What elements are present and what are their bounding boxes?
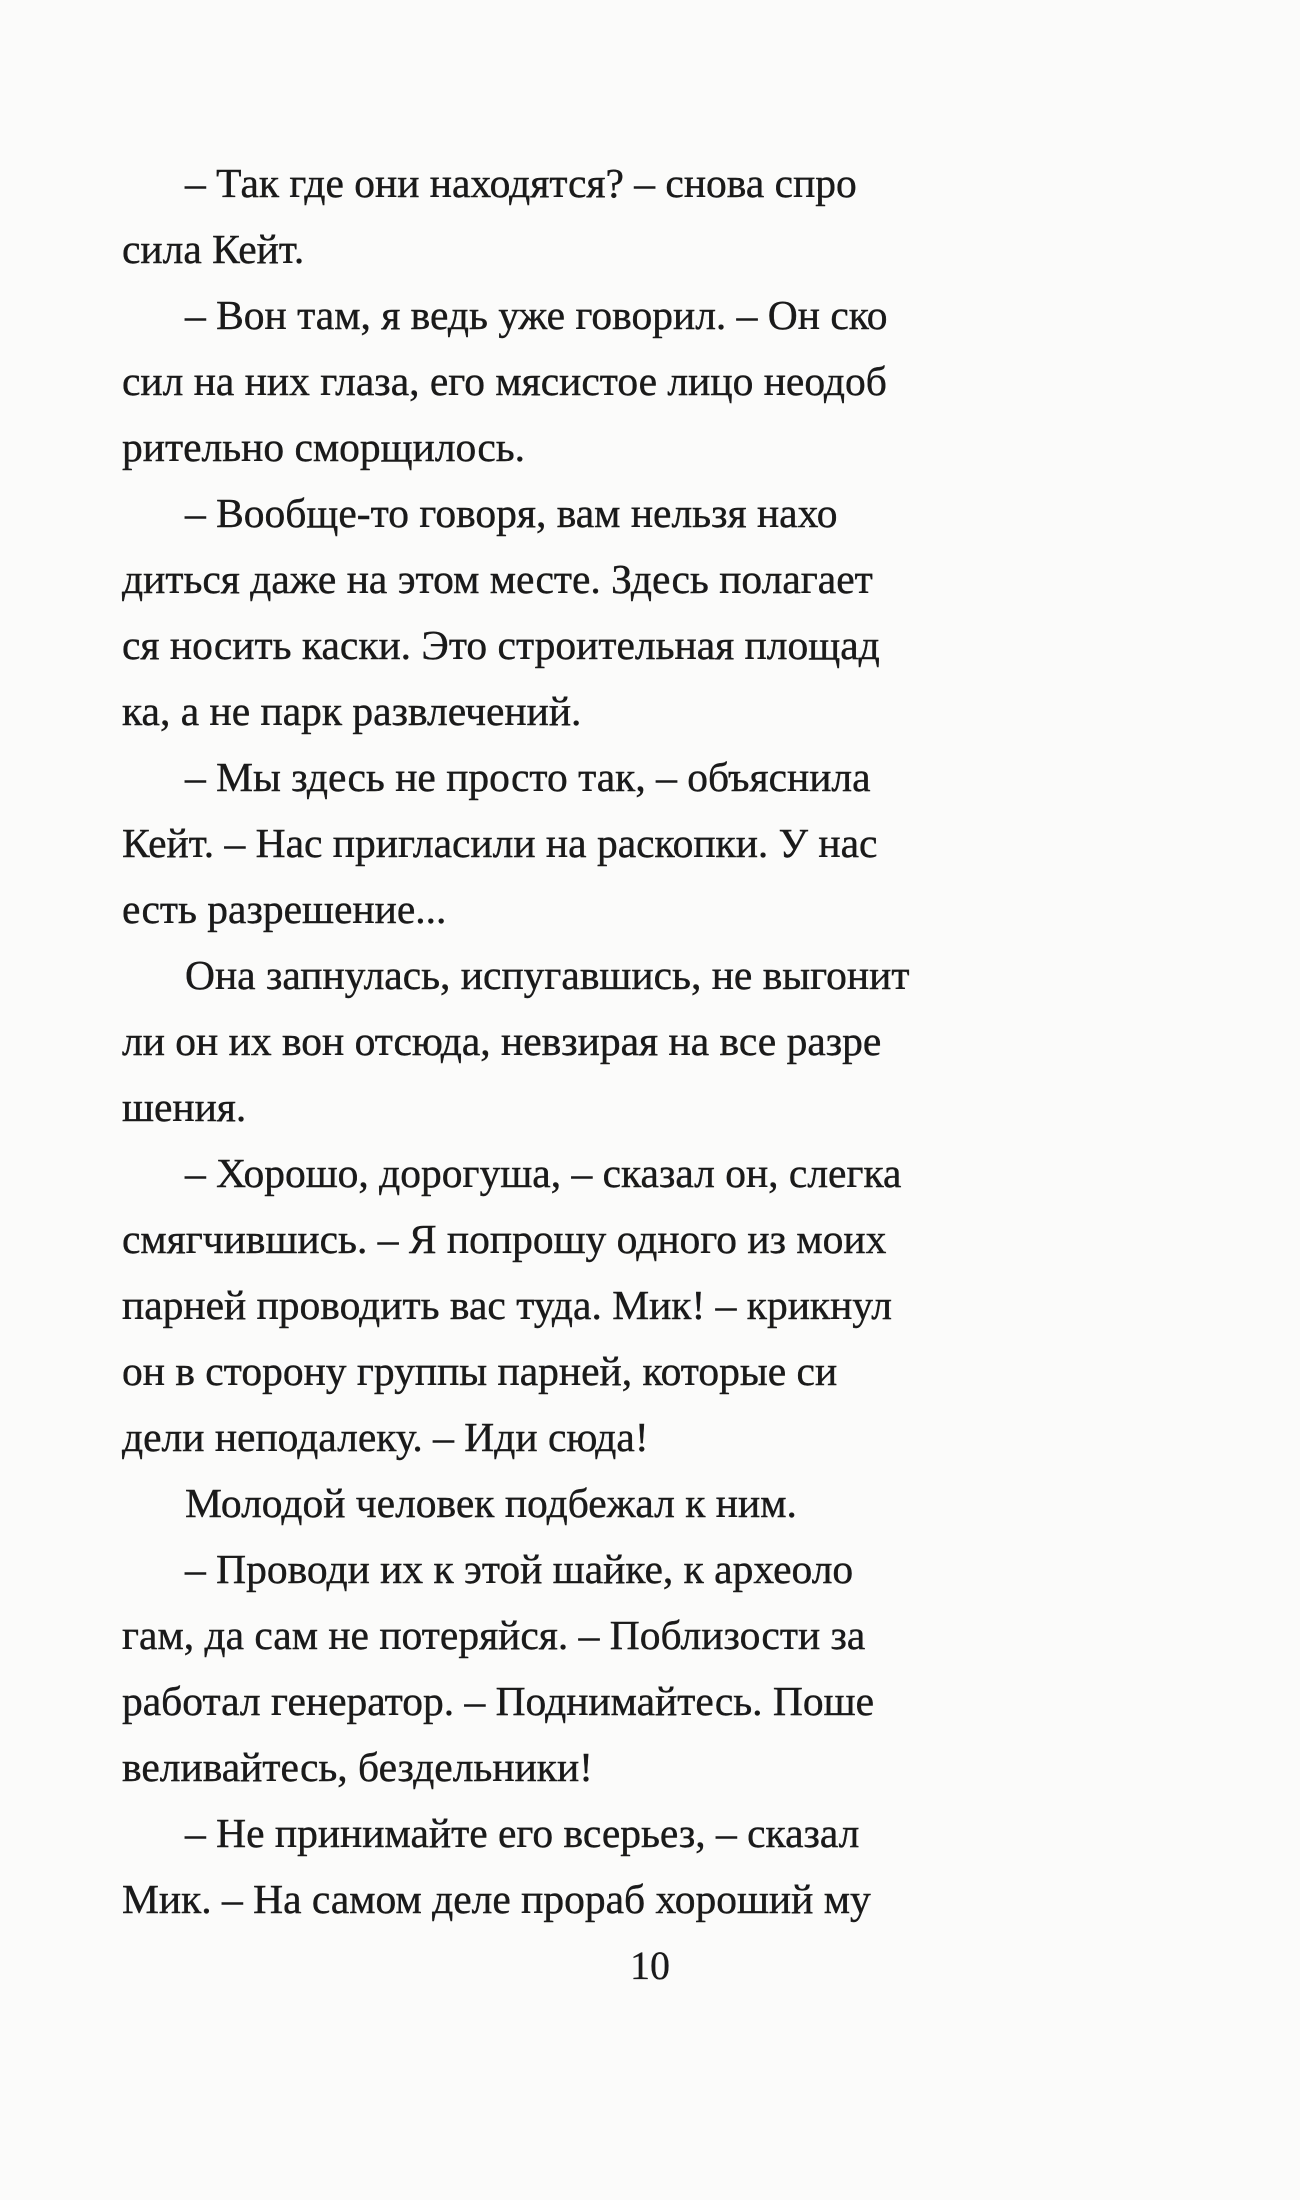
text-line: – Вон там, я ведь уже говорил. – Он ско: [185, 292, 888, 338]
text-line: – Хорошо, дорогуша, – сказал он, слегка: [185, 1150, 902, 1196]
text-line: веливайтесь, бездельники!: [122, 1744, 593, 1790]
page-number: 10: [630, 1943, 670, 1988]
text-line: рительно сморщилось.: [122, 424, 526, 470]
text-line: дели неподалеку. – Иди сюда!: [122, 1414, 649, 1460]
text-line: смягчившись. – Я попрошу одного из моих: [122, 1216, 887, 1262]
text-line: диться даже на этом месте. Здесь полагает: [122, 556, 873, 602]
text-line: – Так где они находятся? – снова спро: [185, 160, 857, 206]
text-line: – Проводи их к этой шайке, к археоло: [185, 1546, 854, 1592]
text-line: Она запнулась, испугавшись, не выгонит: [185, 952, 910, 998]
text-line: – Не принимайте его всерьез, – сказал: [185, 1810, 860, 1856]
text-line: Мик. – На самом деле прораб хороший му: [122, 1876, 871, 1922]
text-line: парней проводить вас туда. Мик! – крикнул: [122, 1282, 892, 1328]
text-line: ся носить каски. Это строительная площад: [122, 622, 880, 668]
text-line: он в сторону группы парней, которые си: [122, 1348, 838, 1394]
text-line: ли он их вон отсюда, невзирая на все разре: [122, 1018, 882, 1064]
text-line: есть разрешение...: [122, 886, 447, 932]
text-line: – Мы здесь не просто так, – объяснила: [185, 754, 871, 800]
text-line: Кейт. – Нас пригласили на раскопки. У нас: [122, 820, 878, 866]
text-line: сил на них глаза, его мясистое лицо неодоб: [122, 358, 887, 404]
text-line: работал генератор. – Поднимайтесь. Поше: [122, 1678, 875, 1724]
text-line: ка, а не парк развлечений.: [122, 688, 582, 734]
text-line: сила Кейт.: [122, 226, 305, 272]
text-line: гам, да сам не потеряйся. – Поблизости за: [122, 1612, 866, 1658]
text-line: шения.: [122, 1084, 247, 1130]
page-text-body: [122, 150, 1182, 1932]
text-line: Молодой человек подбежал к ним.: [185, 1480, 797, 1526]
text-line: – Вообще-то говоря, вам нельзя нахо: [185, 490, 838, 536]
